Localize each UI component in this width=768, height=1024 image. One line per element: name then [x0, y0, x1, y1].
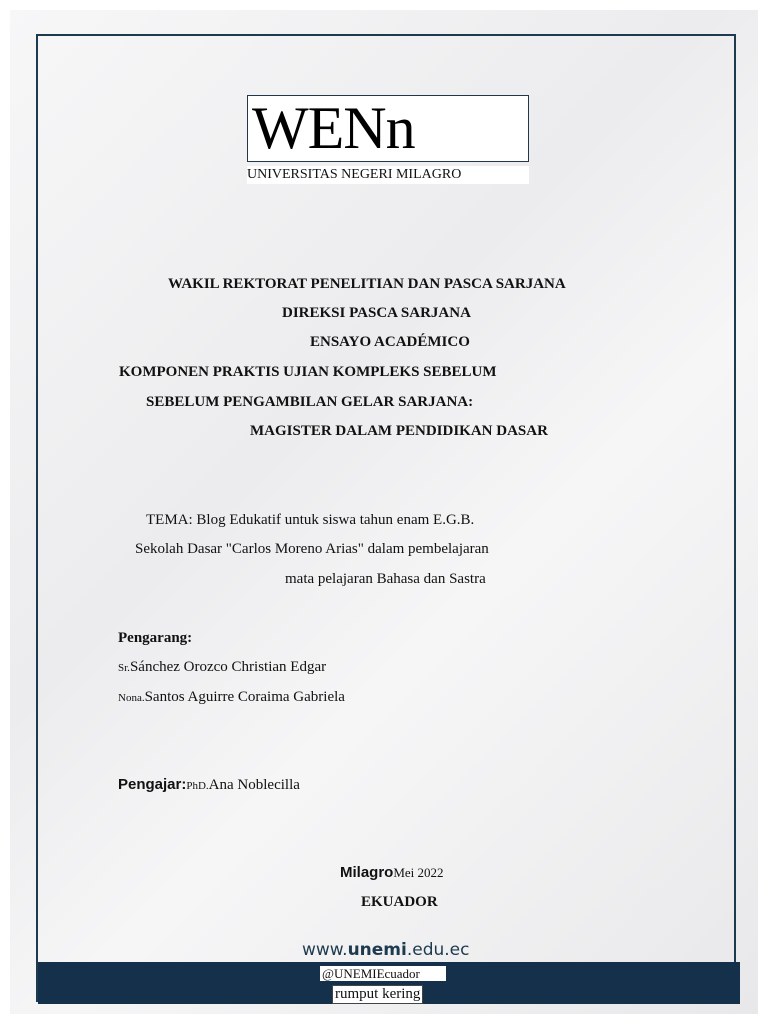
date: Mei 2022 — [393, 865, 444, 880]
logo-text: WENn — [252, 95, 415, 161]
heading-line-5: SEBELUM PENGAMBILAN GELAR SARJANA: — [146, 394, 474, 410]
author-2-name: Santos Aguirre Coraima Gabriela — [144, 689, 345, 705]
website-link[interactable] — [302, 940, 469, 960]
footer-caption: rumput kering — [332, 985, 423, 1004]
author-1 — [118, 659, 326, 676]
social-handle[interactable]: @UNEMIEcuador — [320, 966, 446, 981]
teacher-name: Ana Noblecilla — [208, 777, 300, 793]
theme-line-3: mata pelajaran Bahasa dan Sastra — [285, 571, 486, 587]
author-2-title: Nona. — [118, 692, 145, 704]
university-logo — [247, 95, 529, 162]
heading-line-4: KOMPONEN PRAKTIS UJIAN KOMPLEKS SEBELUM — [119, 364, 497, 380]
author-1-title: Sr. — [118, 662, 130, 674]
theme-line-1: TEMA: Blog Edukatif untuk siswa tahun enam E.G.B. — [146, 512, 475, 528]
author-2 — [118, 689, 345, 706]
authors-label: Pengarang: — [118, 630, 193, 646]
teacher-label: Pengajar: — [118, 776, 187, 793]
author-1-name: Sánchez Orozco Christian Edgar — [129, 659, 327, 675]
heading-line-6: MAGISTER DALAM PENDIDIKAN DASAR — [250, 423, 548, 439]
teacher — [118, 776, 300, 794]
country: EKUADOR — [361, 894, 438, 910]
city: Milagro — [340, 864, 394, 881]
heading-line-2: DIREKSI PASCA SARJANA — [282, 305, 471, 321]
url-suffix: .edu.ec — [406, 940, 470, 960]
teacher-title: PhD. — [186, 780, 209, 792]
theme-line-2: Sekolah Dasar "Carlos Moreno Arias" dalam pembelajaran — [135, 541, 489, 557]
heading-line-1: WAKIL REKTORAT PENELITIAN DAN PASCA SARJANA — [168, 276, 566, 292]
url-domain: unemi — [347, 940, 407, 960]
heading-line-3: ENSAYO ACADÉMICO — [310, 334, 470, 350]
url-prefix: www. — [302, 940, 348, 960]
place-date — [340, 864, 444, 882]
university-name: UNIVERSITAS NEGERI MILAGRO — [247, 166, 529, 184]
